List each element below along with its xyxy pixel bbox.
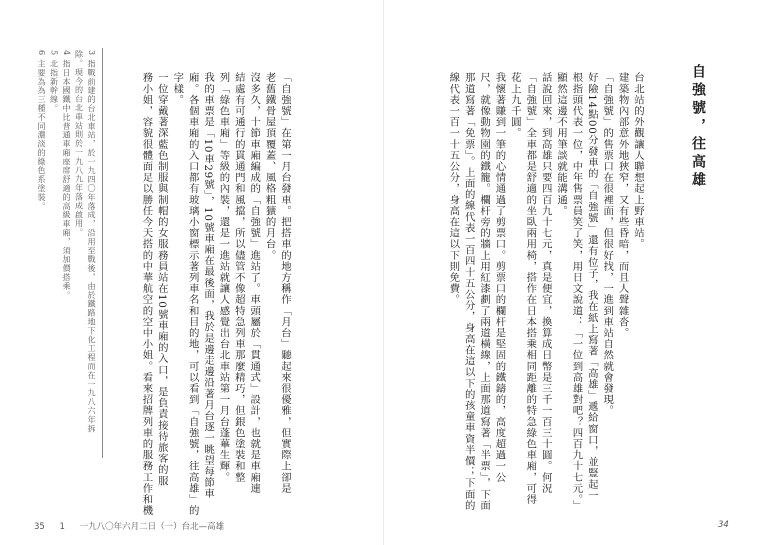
text-column: 那道寫著「免票」。上面的線代表一百四十五公分，身高在這以下的孩童車資半價；下面的 [462, 72, 475, 511]
footnote: 4 指日本國鐵中比普通車廂座席舒適的高級車廂，須加價搭乘。 [62, 50, 72, 300]
text-column: 沒多久，十節車廂編成的「自強號」進站了。車頭屬於「貫通式」設計，也就是車廂連 [248, 72, 261, 494]
text-column: 建築物內部意外地狹窄，又有些昏暗，而且人聲雜沓。 [616, 72, 629, 339]
text-column: 廂。各個車廂的入口都有玻璃小窗標示著列車名和目的地，可以看到「自強號，往高雄」的 [186, 72, 199, 516]
text-column: 「自強號」的售票口在很裡面，但很好找，一進到車站自然就會發現。 [601, 72, 614, 417]
footnotes [37, 50, 97, 450]
footnote: 除。現今的台北車站則於一九八九年落成啟用。 [74, 50, 85, 237]
text-column: 結處有可通行的貫通門和風擋，所以儘管不像超特急列車那麼精巧，但銀色塗裝和整 [232, 72, 245, 483]
page-number: 34 [718, 520, 729, 530]
left-page-body [140, 72, 291, 516]
text-column: 字樣。 [171, 72, 184, 106]
text-column: 台北站的外觀讓人聯想起上野車站。 [632, 72, 644, 250]
footnote: 6 主要為為三種不同濃淡的綠色系塗裝。 [37, 50, 47, 211]
footnote: 3 指戰前建的台北車站，於一九四〇年落成，沿用至戰後，由於鐵路地下化工程而在一九八六年拆 [87, 50, 97, 434]
text-column: 「自強號」在第一月台發車。把搭車的地方稱作「月台」聽起來很優雅，但實際上卻是 [279, 72, 291, 494]
text-column: 花上九千圓。 [508, 72, 521, 139]
right-page [384, 0, 768, 545]
text-column: 列「綠色車廂」等級的內裝，還是一進站就讓人感覺出台北車站第一月台蓬蓽生輝。 [217, 72, 230, 483]
text-column: 我的車票是「10車29號」，10號車廂在最後面，我於是邊走邊沿著月台逐一眺望每節車 [202, 72, 215, 500]
text-column: 顯然這邊不用筆談就能溝通。 [555, 72, 568, 217]
footnote-divider [102, 48, 103, 458]
running-title: 一九八〇年六月二日（一）台北—高雄 [79, 522, 225, 532]
left-page-footer [34, 520, 236, 532]
footnote: 5 北指新幹線。 [49, 50, 60, 113]
text-column: 務小姐，容貌很體面足以勝任今天搭的中華航空的空中小姐。看來招牌列車的服務工作和機 [140, 72, 153, 516]
section-heading: 自強號，往高雄 [690, 64, 706, 190]
text-column: 我懷著賺到一筆的心情通過了剪票口。剪票口的欄杆是堅固的鐵鑄的，高度超過一公 [493, 72, 506, 483]
right-page-body [447, 72, 644, 511]
text-column: 話說回來，到高雄只要四百九十七元，真是便宜，換算成日幣是三千一百三十圓。何況 [539, 72, 552, 494]
page-number: 35 [34, 522, 45, 532]
text-column: 一位穿戴著深藍色制服與制帽的女服務員站在10號車廂的入口，是負責接待旅客的服 [155, 72, 168, 487]
text-column: 「自強號」全車都是舒適的坐臥兩用椅，搭作在日本搭乘相同距離的特急綠色車廂，可得 [524, 72, 537, 505]
text-column: 根指頭代表一位，中年售票員笑了笑，用日文說道：「一位到高雄對吧？四百九十七元。」 [570, 72, 583, 511]
text-column: 尺，就像動物園的鐵籠。欄杆旁的牆上用紅漆劃了兩道橫線，上面那道寫著「半票」，下面 [478, 72, 491, 511]
chapter-number: 1 [59, 522, 65, 532]
text-column: 線代表一百一十五公分，身高在這以下則免費。 [447, 72, 460, 306]
text-column: 好險14點00分發車的「自強號」還有位子，我在紙上寫著「高雄」遞給窗口，並豎起一 [585, 72, 598, 501]
text-column: 老舊鐵骨屋頂覆蓋、風格粗獷的月台。 [263, 72, 276, 261]
